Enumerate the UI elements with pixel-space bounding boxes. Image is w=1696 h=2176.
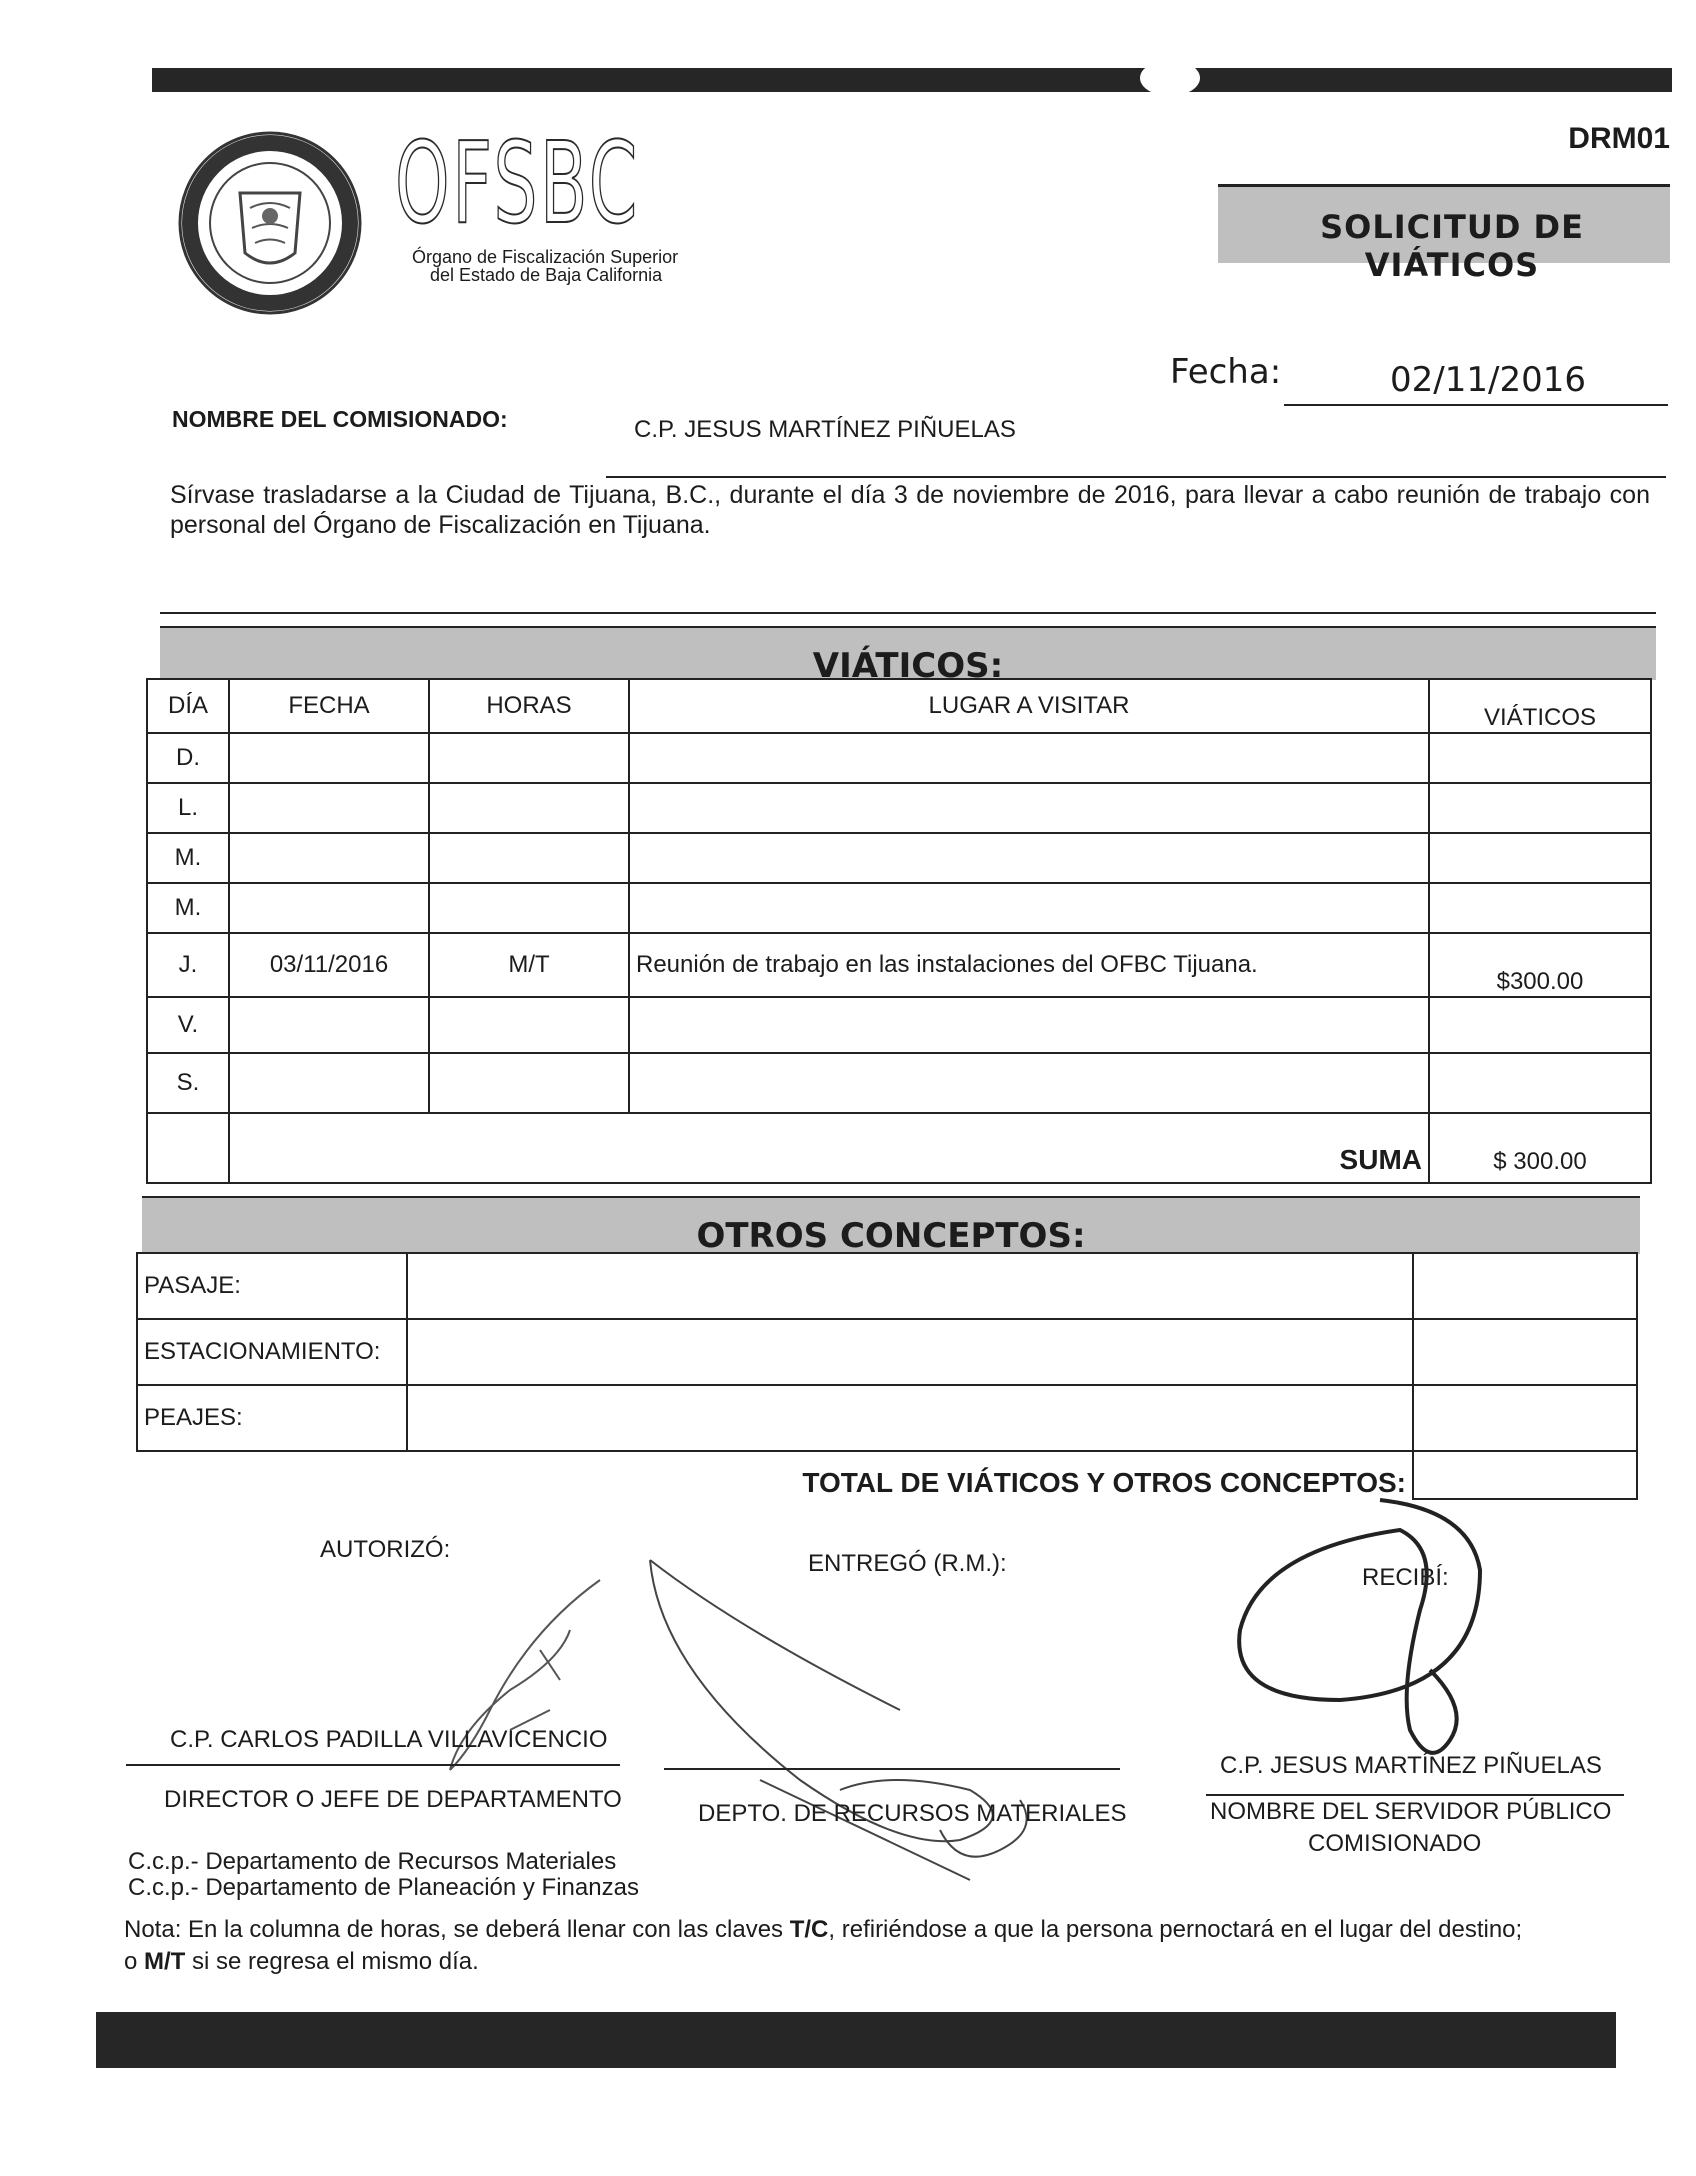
table-row [147, 997, 1651, 1053]
cell-lugar [629, 783, 1429, 833]
col-header-horas: HORAS [429, 679, 629, 733]
cell-horas: M/T [429, 933, 629, 997]
cell-lugar [629, 997, 1429, 1053]
autorizo-name: C.P. CARLOS PADILLA VILLAVICENCIO [170, 1726, 608, 1753]
top-bar [152, 68, 1672, 92]
cell-fecha [229, 833, 429, 883]
state-seal-icon [170, 128, 370, 318]
cell-viaticos [1429, 733, 1651, 783]
cell-horas [429, 783, 629, 833]
cell-fecha [229, 997, 429, 1053]
logo [170, 119, 710, 318]
cell-horas [429, 997, 629, 1053]
note-middle: , refiriéndose a que la persona pernoctará en el lugar del destino; [828, 1916, 1523, 1943]
cell-fecha: 03/11/2016 [229, 933, 429, 997]
otros-value [1413, 1385, 1637, 1451]
fecha-value: 02/11/2016 [1390, 360, 1586, 400]
ccp-line-2: C.c.p.- Departamento de Planeación y Finanzas [128, 1874, 639, 1901]
suma-value: $ 300.00 [1429, 1113, 1651, 1183]
otros-desc [407, 1385, 1413, 1451]
otros-label: ESTACIONAMIENTO: [137, 1319, 407, 1385]
table-row [147, 933, 1651, 997]
table-row [147, 883, 1651, 933]
cell-viaticos [1429, 1053, 1651, 1113]
signature-line-entrego [664, 1768, 1120, 1770]
note-text [124, 1914, 1664, 1978]
table-row [137, 1319, 1637, 1385]
table-row [137, 1253, 1637, 1319]
logo-subtitle-2: del Estado de Baja California [430, 265, 663, 285]
otros-desc [407, 1319, 1413, 1385]
signature-line-autorizo [126, 1764, 620, 1766]
otros-value [1413, 1253, 1637, 1319]
recibi-name: C.P. JESUS MARTÍNEZ PIÑUELAS [1220, 1752, 1602, 1779]
cell-viaticos [1429, 833, 1651, 883]
separator-line [160, 612, 1656, 614]
cell-viaticos: $300.00 [1429, 933, 1651, 997]
cell-horas [429, 733, 629, 783]
recibi-role-2: COMISIONADO [1308, 1830, 1482, 1857]
recibi-role-1: NOMBRE DEL SERVIDOR PÚBLICO [1210, 1798, 1612, 1825]
top-bar-notch [1140, 60, 1200, 96]
cell-lugar [629, 883, 1429, 933]
entrego-label: ENTREGÓ (R.M.): [808, 1550, 1007, 1577]
cell-dia: L. [147, 783, 229, 833]
cell-viaticos [1429, 997, 1651, 1053]
cell-lugar: Reunión de trabajo en las instalaciones del OFBC Tijuana. [629, 933, 1429, 997]
viaticos-table [146, 678, 1652, 1184]
cell-dia: M. [147, 883, 229, 933]
bottom-bar [96, 2012, 1616, 2068]
cell-horas [429, 1053, 629, 1113]
col-header-dia: DÍA [147, 679, 229, 733]
logo-subtitle-1: Órgano de Fiscalización Superior [412, 247, 679, 267]
suma-row [147, 1113, 1651, 1183]
comisionado-label: NOMBRE DEL COMISIONADO: [172, 406, 508, 432]
form-code: DRM01 [1568, 122, 1670, 155]
comisionado-value: C.P. JESUS MARTÍNEZ PIÑUELAS [634, 416, 1016, 443]
cell-fecha [229, 1053, 429, 1113]
logo-acronym: OFSBC [395, 119, 640, 249]
cell-horas [429, 833, 629, 883]
fecha-label: Fecha: [1170, 352, 1282, 392]
instruction-text: Sírvase trasladarse a la Ciudad de Tijuana, B.C., durante el día 3 de noviembre de 2016, para llevar a cabo reunión de trabajo con personal del Órgano de Fiscalización en Tijuana. [170, 481, 1650, 539]
table-row [147, 733, 1651, 783]
col-header-fecha: FECHA [229, 679, 429, 733]
table-row [147, 783, 1651, 833]
note-line2-suffix: si se regresa el mismo día. [185, 1948, 479, 1975]
cell-horas [429, 883, 629, 933]
autorizo-role: DIRECTOR O JEFE DE DEPARTAMENTO [164, 1786, 622, 1813]
signature-line-recibi [1206, 1794, 1624, 1796]
signature-entrego [640, 1550, 1120, 1890]
note-code-tc: T/C [789, 1916, 829, 1943]
cell-viaticos [1429, 783, 1651, 833]
table-row [137, 1385, 1637, 1451]
table-header-row [147, 679, 1651, 733]
otros-table [136, 1252, 1638, 1500]
form-title: SOLICITUD DE VIÁTICOS [1320, 208, 1584, 284]
recibi-label: RECIBÍ: [1362, 1564, 1449, 1591]
otros-label: PEAJES: [137, 1385, 407, 1451]
viaticos-title: VIÁTICOS: [812, 646, 1004, 686]
cell-fecha [229, 883, 429, 933]
cell-fecha [229, 733, 429, 783]
cell-dia: V. [147, 997, 229, 1053]
ccp-line-1: C.c.p.- Departamento de Recursos Materiales [128, 1848, 617, 1875]
cell-dia: D. [147, 733, 229, 783]
otros-title: OTROS CONCEPTOS: [696, 1216, 1086, 1256]
otros-label: PASAJE: [137, 1253, 407, 1319]
note-prefix: Nota: En la columna de horas, se deberá llenar con las claves [124, 1916, 790, 1943]
col-header-lugar: LUGAR A VISITAR [629, 679, 1429, 733]
cell-lugar [629, 833, 1429, 883]
cell-viaticos [1429, 883, 1651, 933]
otros-value [1413, 1319, 1637, 1385]
suma-empty-cell [147, 1113, 229, 1183]
table-row [147, 833, 1651, 883]
cell-lugar [629, 733, 1429, 783]
entrego-role: DEPTO. DE RECURSOS MATERIALES [698, 1800, 1127, 1827]
note-code-mt: M/T [144, 1948, 186, 1975]
suma-label: SUMA [229, 1113, 1429, 1183]
cell-dia: J. [147, 933, 229, 997]
comisionado-underline [606, 476, 1666, 478]
cell-dia: S. [147, 1053, 229, 1113]
signature-recibi [1230, 1490, 1510, 1780]
cell-fecha [229, 783, 429, 833]
autorizo-label: AUTORIZÓ: [320, 1536, 451, 1563]
col-header-viaticos: VIÁTICOS [1429, 679, 1651, 733]
fecha-underline [1284, 404, 1668, 406]
note-line2-prefix: o [124, 1948, 145, 1975]
cell-lugar [629, 1053, 1429, 1113]
signature-autorizo [410, 1570, 630, 1790]
cell-dia: M. [147, 833, 229, 883]
total-label: TOTAL DE VIÁTICOS Y OTROS CONCEPTOS: [137, 1451, 1413, 1499]
otros-desc [407, 1253, 1413, 1319]
table-row [147, 1053, 1651, 1113]
